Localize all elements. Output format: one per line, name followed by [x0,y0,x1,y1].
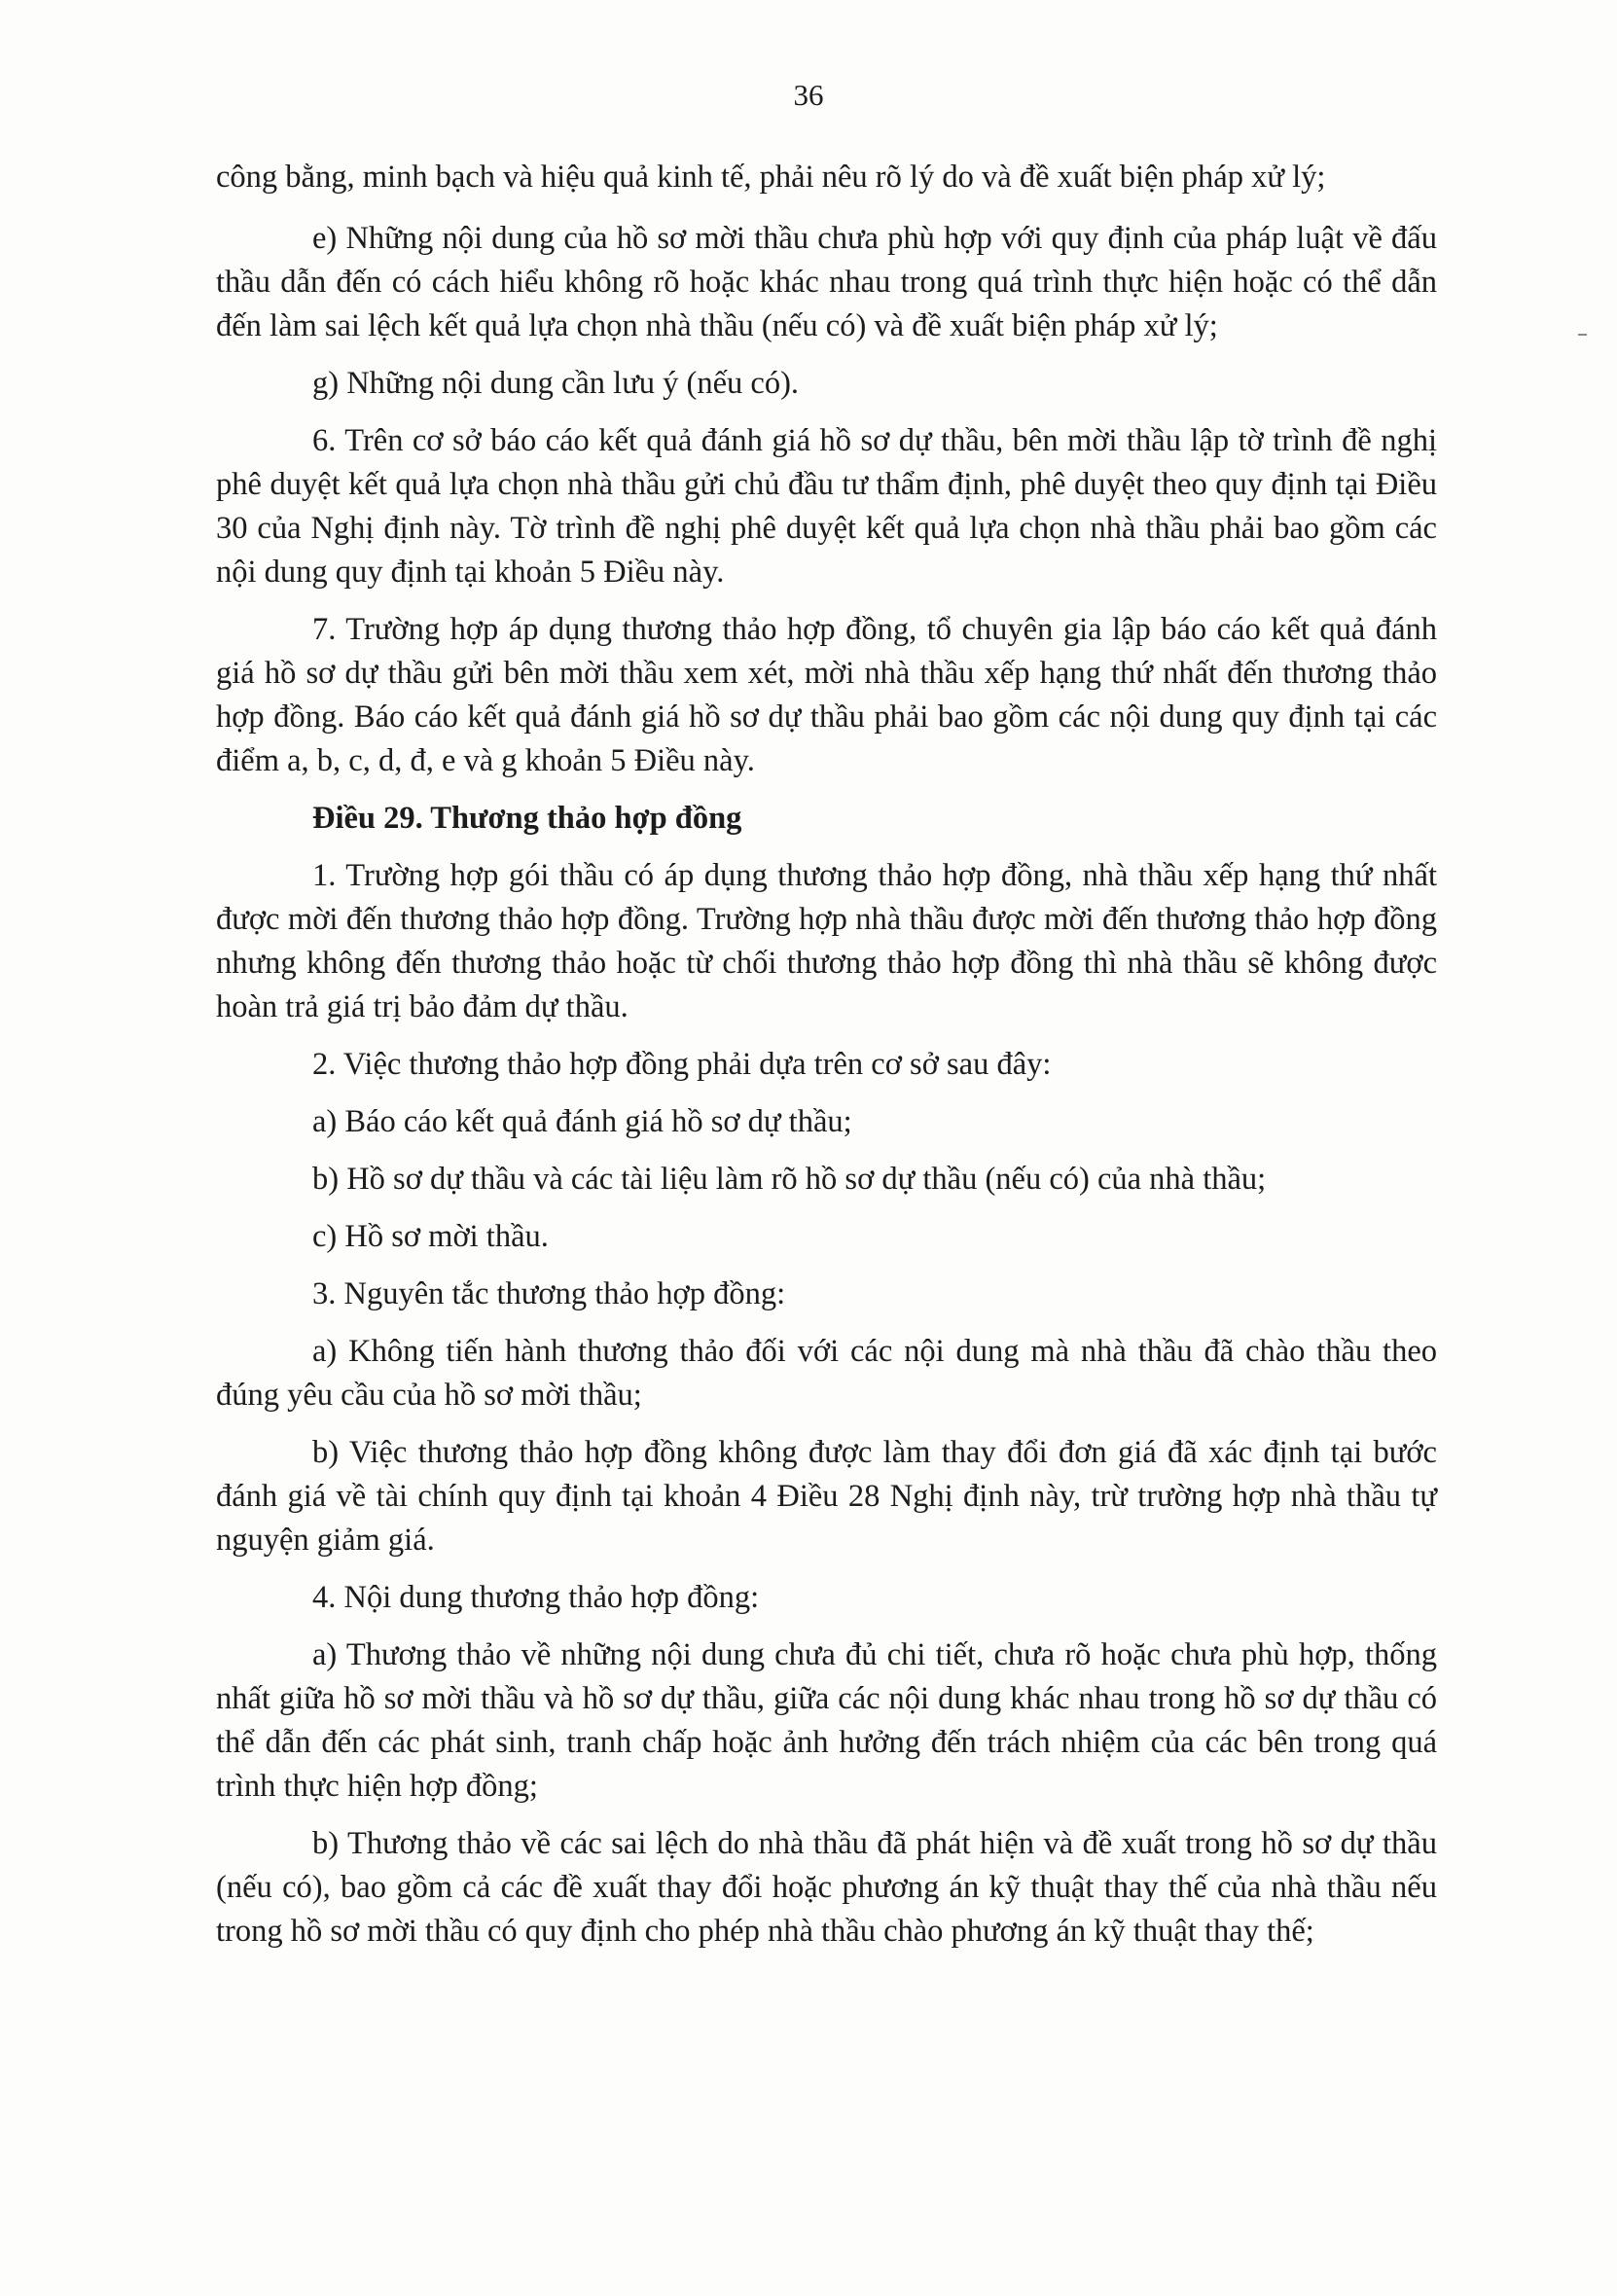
paragraph: e) Những nội dung của hồ sơ mời thầu chưa phù hợp với quy định của pháp luật về đấu thầu dẫn đến có cách hiểu không rõ hoặc khác nhau trong quá trình thực hiện hoặc có thể dẫn đến làm sai lệch kết quả lựa chọn nhà thầu (nếu có) và đề xuất biện pháp xử lý; [216,221,1437,343]
paragraph: 2. Việc thương thảo hợp đồng phải dựa trên cơ sở sau đây: [312,1047,1052,1082]
paragraph: a) Thương thảo về những nội dung chưa đủ chi tiết, chưa rõ hoặc chưa phù hợp, thống nhất giữa hồ sơ mời thầu và hồ sơ dự thầu, giữa các nội dung khác nhau trong hồ sơ dự thầu có thể dẫn đến các phát sinh, tranh chấp hoặc ảnh hưởng đến trách nhiệm của các bên trong quá trình thực hiện hợp đồng; [216,1637,1437,1804]
document-body [216,156,1437,1967]
article-heading: Điều 29. Thương thảo hợp đồng [312,801,742,836]
paragraph: b) Thương thảo về các sai lệch do nhà thầu đã phát hiện và đề xuất trong hồ sơ dự thầu (nếu có), bao gồm cả các đề xuất thay đổi hoặc phương án kỹ thuật thay thế của nhà thầu nếu trong hồ sơ mời thầu có quy định cho phép nhà thầu chào phương án kỹ thuật thay thế; [216,1826,1437,1949]
paragraph: g) Những nội dung cần lưu ý (nếu có). [312,366,800,401]
paragraph: 1. Trường hợp gói thầu có áp dụng thương thảo hợp đồng, nhà thầu xếp hạng thứ nhất được mời đến thương thảo hợp đồng. Trường hợp nhà thầu được mời đến thương thảo hợp đồng nhưng không đến thương thảo hoặc từ chối thương thảo hợp đồng thì nhà thầu sẽ không được hoàn trả giá trị bảo đảm dự thầu. [216,858,1437,1024]
paragraph: 6. Trên cơ sở báo cáo kết quả đánh giá hồ sơ dự thầu, bên mời thầu lập tờ trình đề nghị phê duyệt kết quả lựa chọn nhà thầu gửi chủ đầu tư thẩm định, phê duyệt theo quy định tại Điều 30 của Nghị định này. Tờ trình đề nghị phê duyệt kết quả lựa chọn nhà thầu phải bao gồm các nội dung quy định tại khoản 5 Điều này. [216,423,1437,590]
paragraph: a) Không tiến hành thương thảo đối với các nội dung mà nhà thầu đã chào thầu theo đúng yêu cầu của hồ sơ mời thầu; [216,1334,1437,1413]
paragraph: a) Báo cáo kết quả đánh giá hồ sơ dự thầu; [312,1104,852,1139]
continued-paragraph: công bằng, minh bạch và hiệu quả kinh tế, phải nêu rõ lý do và đề xuất biện pháp xử lý; [216,160,1326,195]
paragraph: 4. Nội dung thương thảo hợp đồng: [312,1580,760,1615]
paragraph: c) Hồ sơ mời thầu. [312,1219,549,1254]
page-number: 36 [793,78,824,112]
paragraph: 7. Trường hợp áp dụng thương thảo hợp đồng, tổ chuyên gia lập báo cáo kết quả đánh giá hồ sơ dự thầu gửi bên mời thầu xem xét, mời nhà thầu xếp hạng thứ nhất đến thương thảo hợp đồng. Báo cáo kết quả đánh giá hồ sơ dự thầu phải bao gồm các nội dung quy định tại các điểm a, b, c, d, đ, e và g khoản 5 Điều này. [216,612,1437,778]
paragraph: b) Hồ sơ dự thầu và các tài liệu làm rõ hồ sơ dự thầu (nếu có) của nhà thầu; [312,1162,1267,1197]
paragraph: b) Việc thương thảo hợp đồng không được làm thay đổi đơn giá đã xác định tại bước đánh giá về tài chính quy định tại khoản 4 Điều 28 Nghị định này, trừ trường hợp nhà thầu tự nguyện giảm giá. [216,1435,1437,1558]
margin-mark [1578,334,1587,336]
paragraph: 3. Nguyên tắc thương thảo hợp đồng: [312,1276,786,1311]
